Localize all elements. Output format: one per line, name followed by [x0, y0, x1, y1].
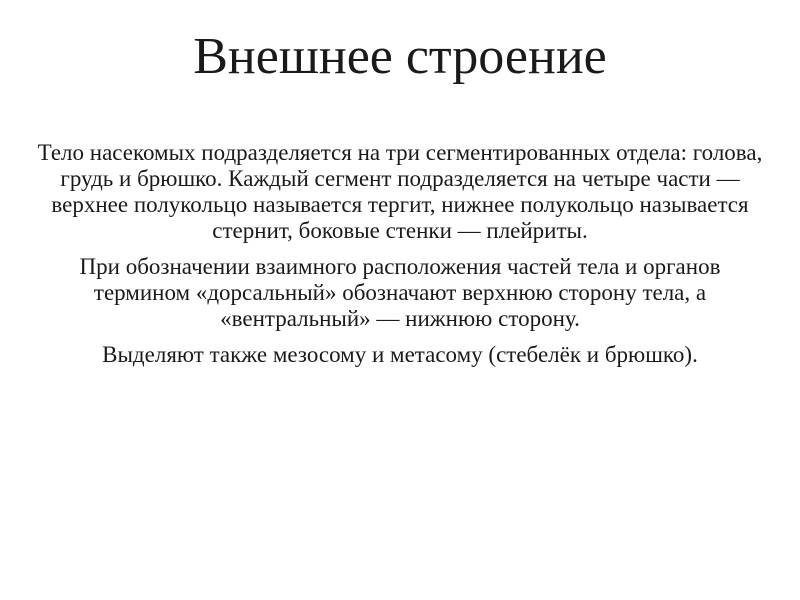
- slide-title: Внешнее строение: [193, 28, 607, 85]
- paragraph-mesosoma-metasoma: Выделяют также мезосому и метасому (стебелёк и брюшко).: [102, 342, 698, 367]
- paragraph-body-segments: Тело насекомых подразделяется на три сегментированных отдела: голова, грудь и брюшко. Каждый сегмент подразделяется на четыре части — верхнее полукольцо называется тергит, нижнее полукольцо называется стернит, боковые стенки — плейриты.: [37, 140, 763, 243]
- paragraph-orientation-terms: При обозначении взаимного расположения частей тела и органов термином «дорсальный» обозначают верхнюю сторону тела, а «вентральный» — нижнюю сторону.: [79, 254, 721, 331]
- slide-body: [36, 140, 764, 378]
